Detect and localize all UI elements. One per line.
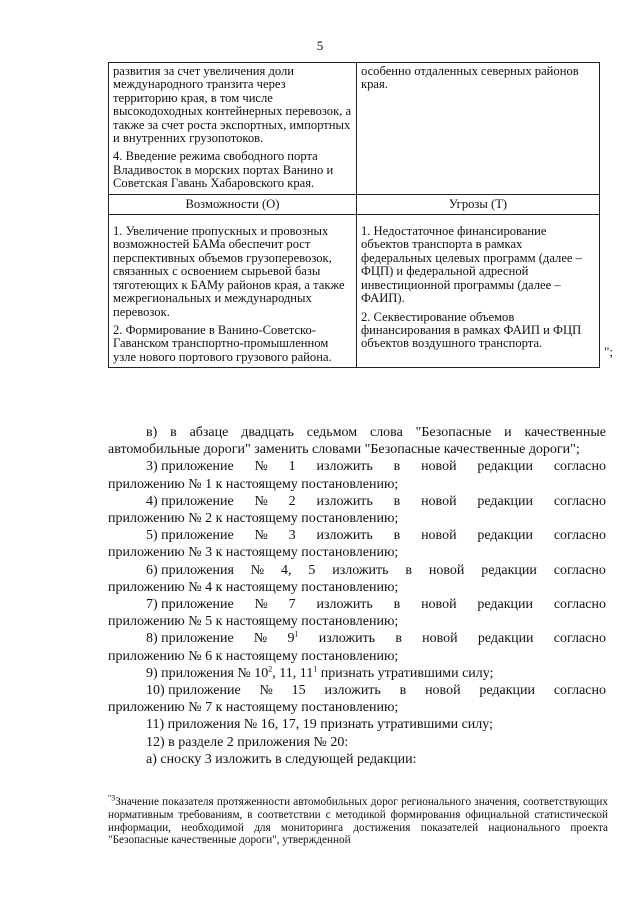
paragraph-item-11: 11) приложения № 16, 17, 19 признать утратившими силу;	[146, 717, 493, 733]
paragraph-item-12: 12) в разделе 2 приложения № 20:	[146, 734, 349, 750]
table-row	[109, 215, 600, 368]
footnote-mark: "3	[108, 793, 116, 803]
threat-item: 2. Секвестирование объемов финансирования в рамках ФАИП и ФЦП объектов воздушного транспорта.	[360, 309, 582, 351]
strengths-cell	[109, 63, 357, 195]
paragraph-item-7: 7) приложение № 7 изложить в новой редакции согласно	[146, 597, 606, 613]
paragraph-item-a: а) сноску 3 изложить в следующей редакции:	[146, 751, 417, 767]
paragraph-item-v: в) в абзаце двадцать седьмом слова "Безопасные и качественные автомобильные дороги" заменить словами "Безопасные качественные дороги";	[108, 425, 606, 458]
paragraph-item-10-cont: приложению № 7 к настоящему постановлению;	[108, 700, 399, 716]
weakness-item: особенно отдаленных северных районов края.	[360, 64, 579, 92]
footnote	[108, 793, 608, 847]
paragraph-item-6: 6) приложения № 4, 5 изложить в новой редакции согласно	[146, 562, 606, 578]
paragraph-item-3: 3) приложение № 1 изложить в новой редакции согласно	[146, 459, 606, 475]
paragraph-item-8: 8) приложение № $9^1$ изложить в новой редакции согласно	[146, 629, 606, 647]
paragraph-item-4: 4) приложение № 2 изложить в новой редакции согласно	[146, 493, 606, 509]
threat-item: 1. Недостаточное финансирование объектов транспорта в рамках федеральных целевых программ (далее – ФЦП) и федеральной адресной инвестиционной программы (далее – ФАИП).	[360, 224, 582, 306]
closing-quote: ";	[604, 344, 613, 360]
table-header-row	[109, 194, 600, 214]
paragraph-item-6-cont: приложению № 4 к настоящему постановлению;	[108, 579, 399, 595]
paragraph-item-5: 5) приложение № 3 изложить в новой редакции согласно	[146, 528, 606, 544]
opportunity-item: 1. Увеличение пропускных и провозных возможностей БАМа обеспечит рост перспективных объемов грузоперевозок, связанных с освоением сырьевой базы тяготеющих к БАМу районов края, а также межрегиональных и международных перевозок.	[113, 224, 345, 319]
paragraph-item-10: 10) приложение № 15 изложить в новой редакции согласно	[146, 683, 606, 699]
threats-cell	[356, 215, 613, 368]
paragraph-item-4-cont: приложению № 2 к настоящему постановлению;	[108, 511, 399, 527]
opportunities-header: Возможности (О)	[109, 194, 357, 214]
paragraph-item-8-cont: приложению № 6 к настоящему постановлению;	[108, 648, 399, 664]
paragraph-item-9: 9) приложения № $10^2$, 11, $11^1$ признать утратившими силу;	[146, 664, 494, 681]
swot-table	[108, 62, 613, 368]
table-row	[109, 63, 600, 195]
paragraph-item-5-cont: приложению № 3 к настоящему постановлению;	[108, 545, 399, 561]
amendments-text	[108, 424, 606, 768]
strength-item: развития за счет увеличения доли международного транзита через территорию края, в том числе высокодоходных контейнерных перевозок, а также за счет роста экспортных, импортных и внутренних грузопотоков.	[113, 64, 352, 146]
strength-item: 4. Введение режима свободного порта Владивосток в морских портах Ванино и Советская Гавань Хабаровского края.	[113, 149, 334, 191]
threats-header: Угрозы (Т)	[356, 194, 599, 214]
page-number: 5	[316, 38, 324, 53]
paragraph-item-3-cont: приложению № 1 к настоящему постановлению;	[108, 476, 399, 492]
paragraph-item-7-cont: приложению № 5 к настоящему постановлению;	[108, 614, 399, 630]
footnote-text: Значение показателя протяженности автомобильных дорог регионального значения, соответствующих нормативным требованиям, в соответствии с методикой формирования официальной статистической информации, необходимой для мониторинга достижения показателей национального проекта "Безопасные качественные дороги", утвержденной	[108, 796, 608, 847]
weaknesses-cell	[356, 63, 599, 195]
opportunities-cell	[109, 215, 357, 368]
opportunity-item: 2. Формирование в Ванино-Советско-Гаванском транспортно-промышленном узле нового портового грузового района.	[113, 322, 332, 364]
